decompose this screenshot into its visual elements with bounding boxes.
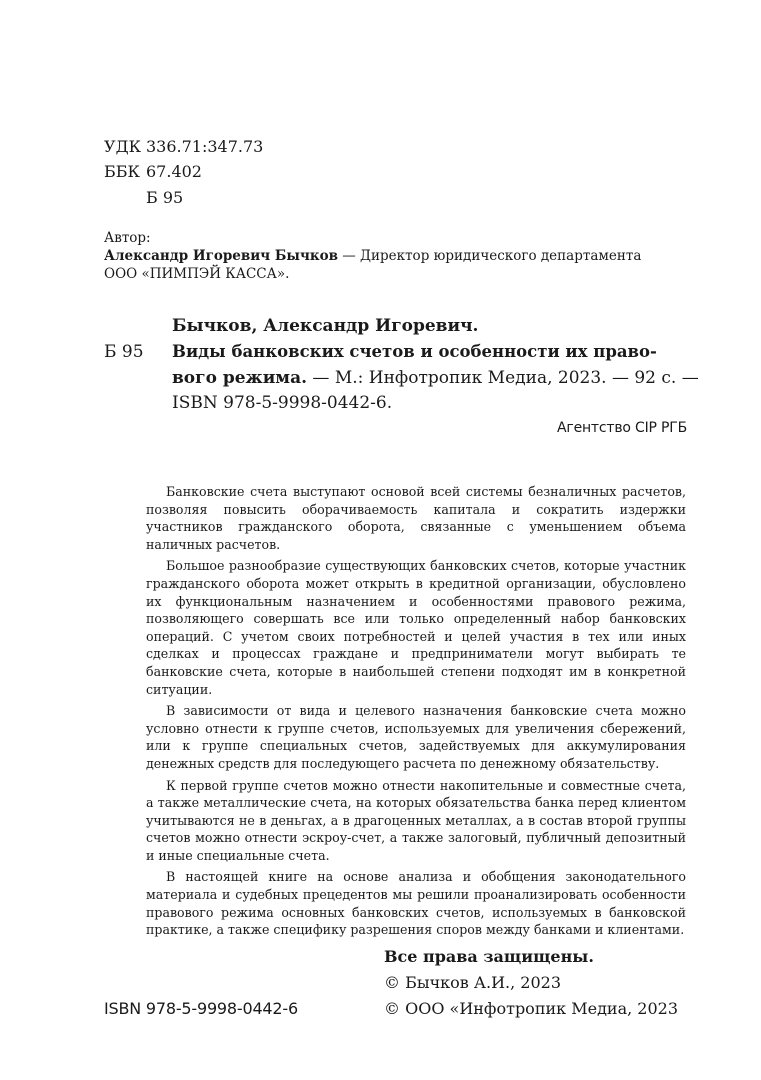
author-org: ООО «ПИМПЭЙ КАССА». (104, 266, 290, 282)
abstract-paragraph: К первой группе счетов можно отнести накопительные и совместные счета, а также металлические счета, на которых обязательства банка перед клиентом учитываются не в деньгах, а в драгоценных металлах, а в состав второй группы счетов можно отнести эскроу-счет, а также залоговый, публичный депозитный и иные специальные счета. (146, 777, 686, 863)
isbn-bottom: ISBN 978-5-9998-0442-6 (104, 999, 298, 1018)
bbk-label: ББК (104, 162, 140, 181)
bib-author: Бычков, Александр Игоревич. (172, 316, 479, 336)
abstract-paragraph: В зависимости от вида и целевого назначения банковские счета можно условно отнести к группе счетов, используемых для увеличения сбережений, или к группе специальных счетов, задействуемых для аккумулирования денежных средств для последующего расчета по денежному обязательству. (146, 703, 686, 771)
bbk-value: 67.402 (146, 162, 202, 181)
bib-imprint: — М.: Инфотропик Медиа, 2023. — 92 с. — (307, 368, 699, 388)
bib-isbn: ISBN 978-5-9998-0442-6. (172, 393, 393, 413)
copyright-publisher: © ООО «Инфотропик Медиа, 2023 (384, 999, 679, 1018)
cip-agency: Агентство CIP РГБ (557, 420, 687, 436)
udk-line (104, 137, 263, 156)
bib-title-line1: Виды банковских счетов и особенности их право- (172, 342, 657, 361)
author-mark: Б 95 (146, 188, 184, 207)
author-label: Автор: (104, 230, 151, 246)
author-role: — Директор юридического департамента (337, 248, 642, 264)
abstract-paragraph: Большое разнообразие существующих банковских счетов, которые участник гражданского оборота может открыть в кредитной организации, обусловлено их функциональным назначением и особенностями правового режима, позволяющего совершать все или только определенный набор банковских операций. С учетом своих потребностей и целей участия в тех или иных сделках и процессах граждане и предприниматели могут выбирать те банковские счета, которые в наибольшей степени подходят им в конкретной ситуации. (146, 558, 686, 697)
bib-title-line2 (172, 368, 699, 388)
abstract-paragraph: В настоящей книге на основе анализа и обобщения законодательного материала и судебных прецедентов мы решили проанализировать особенности правового режима основных банковских счетов, используемых в банковской практике, а также специфику разрешения споров между банками и клиентами. (146, 869, 686, 938)
udk-value: 336.71:347.73 (146, 137, 264, 156)
udk-label: УДК (104, 137, 141, 156)
bib-code: Б 95 (104, 342, 144, 362)
rights-heading: Все права защищены. (384, 947, 594, 966)
abstract (146, 483, 686, 943)
author-line (104, 248, 641, 264)
bib-title-line2-bold: вого режима. (172, 368, 308, 388)
abstract-paragraph: Банковские счета выступают основой всей системы безналичных расчетов, позволяя повысить оборачиваемость капитала и сократить издержки участников гражданского оборота, связанные с уменьшением объема наличных расчетов. (146, 484, 686, 552)
copyright-author: © Бычков А.И., 2023 (384, 973, 562, 992)
bbk-line (104, 162, 202, 181)
author-name: Александр Игоревич Бычков (104, 248, 338, 264)
